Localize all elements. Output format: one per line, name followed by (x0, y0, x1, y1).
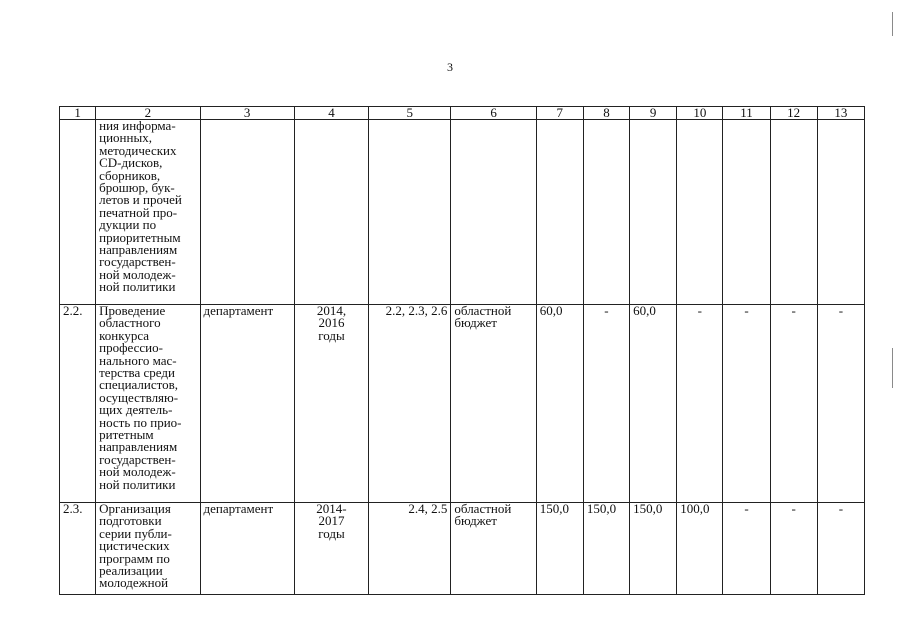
activity-name-cell: Организация подготовки серии публи- цистических программ по реализации молодежной (96, 503, 200, 595)
column-header: 7 (536, 107, 583, 120)
table-row (60, 305, 865, 503)
table-row (60, 120, 865, 305)
column-header: 11 (723, 107, 770, 120)
executor-cell: департамент (200, 503, 294, 595)
years-cell (294, 120, 368, 305)
column-header: 2 (96, 107, 200, 120)
value-cell: - (817, 503, 864, 595)
funding-source-cell: областной бюджет (451, 503, 536, 595)
value-cell (583, 120, 629, 305)
activity-name-cell: ния информа- ционных, методических CD-дисков, сборников, брошюр, бук- летов и прочей печатной про- дукции по приоритетным направлениям государствен- ной молодеж- ной политики (96, 120, 200, 305)
row-number-cell: 2.2. (60, 305, 96, 503)
column-header: 4 (294, 107, 368, 120)
value-cell: - (770, 503, 817, 595)
indicators-cell: 2.4, 2.5 (369, 503, 451, 595)
funding-source-cell: областной бюджет (451, 305, 536, 503)
value-cell: - (723, 305, 770, 503)
value-cell (723, 120, 770, 305)
row-number-cell (60, 120, 96, 305)
table-row (60, 503, 865, 595)
value-cell: 100,0 (677, 503, 723, 595)
column-header: 12 (770, 107, 817, 120)
scan-edge-mark (892, 12, 893, 36)
value-cell (677, 120, 723, 305)
value-cell (536, 120, 583, 305)
value-cell: - (817, 305, 864, 503)
indicators-cell: 2.2, 2.3, 2.6 (369, 305, 451, 503)
column-header: 3 (200, 107, 294, 120)
value-cell: 60,0 (630, 305, 677, 503)
page-number: 3 (447, 60, 453, 74)
value-cell: - (723, 503, 770, 595)
indicators-cell (369, 120, 451, 305)
value-cell: - (770, 305, 817, 503)
executor-cell: департамент (200, 305, 294, 503)
value-cell: 150,0 (630, 503, 677, 595)
column-header: 9 (630, 107, 677, 120)
value-cell (630, 120, 677, 305)
years-cell: 2014, 2016 годы (294, 305, 368, 503)
scan-edge-mark (892, 348, 893, 388)
program-activities-table (59, 106, 865, 595)
value-cell: - (583, 305, 629, 503)
column-header: 8 (583, 107, 629, 120)
row-number-cell: 2.3. (60, 503, 96, 595)
value-cell: 60,0 (536, 305, 583, 503)
column-header: 13 (817, 107, 864, 120)
column-header: 6 (451, 107, 536, 120)
activity-name-cell: Проведение областного конкурса профессио- нального мас- терства среди специалистов, осуществляю- щих деятель- ность по прио- ритетным направлениям государствен- ной молодеж- ной политики (96, 305, 200, 503)
value-cell: 150,0 (536, 503, 583, 595)
years-cell: 2014- 2017 годы (294, 503, 368, 595)
value-cell (770, 120, 817, 305)
column-header: 1 (60, 107, 96, 120)
value-cell (817, 120, 864, 305)
funding-source-cell (451, 120, 536, 305)
column-header: 5 (369, 107, 451, 120)
value-cell: 150,0 (583, 503, 629, 595)
column-header: 10 (677, 107, 723, 120)
value-cell: - (677, 305, 723, 503)
executor-cell (200, 120, 294, 305)
column-number-row (60, 107, 865, 120)
